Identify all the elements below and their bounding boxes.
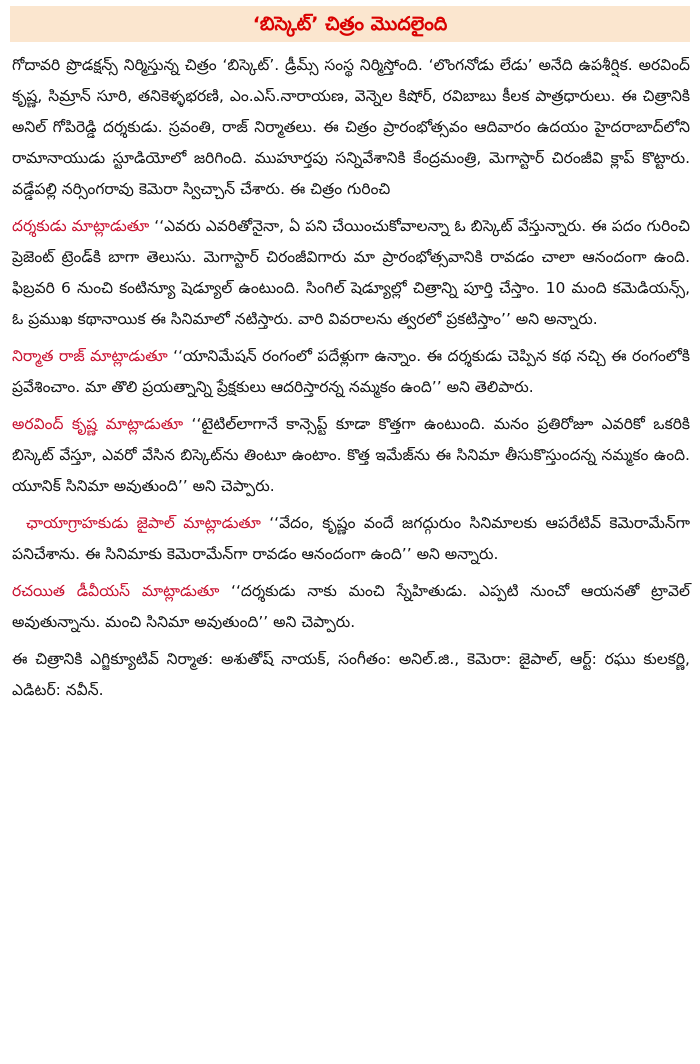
quote-paragraph-hero bbox=[10, 409, 690, 502]
speaker-label-director: దర్శకుడు మాట్లాడుతూ bbox=[12, 217, 150, 235]
intro-paragraph: గోదావరి ప్రొడక్షన్స్ నిర్మిస్తున్న చిత్రం ‘బిస్కెట్’. డ్రీమ్స్ సంస్థ నిర్మిస్తోంది. ‘లొంగనోడు లేడు’ అనేది ఉపశీర్షిక. అరవింద్ కృష్ణ, సిమ్రాన్ సూరి, తనికెళ్ళభరణి, ఎం.ఎస్.నారాయణ, వెన్నెల కిషోర్, రవిబాబు కీలక పాత్రధారులు. ఈ చిత్రానికి అనిల్ గోపిరెడ్డి దర్శకుడు. స్రవంతి, రాజ్ నిర్మాతలు. ఈ చిత్రం ప్రారంభోత్సవం ఆదివారం ఉదయం హైదరాబాద్‌లోని రామానాయుడు స్టూడియోలో జరిగింది. ముహూర్తపు సన్నివేశానికి కేంద్రమంత్రి, మెగాస్టార్ చిరంజీవి క్లాప్ కొట్టారు. వడ్డేపల్లి నర్సింగరావు కెమెరా స్విచ్చాన్ చేశారు. ఈ చిత్రం గురించి bbox=[12, 56, 690, 198]
quote-paragraph-director bbox=[10, 211, 690, 335]
quote-text-writer: ‘‘దర్శకుడు నాకు మంచి స్నేహితుడు. ఎప్పటి నుంచో ఆయనతో ట్రావెల్ అవుతున్నాను. మంచి సినిమా అవుతుంది’’ అని చెప్పారు. bbox=[12, 582, 691, 631]
speaker-label-producer: నిర్మాత రాజ్ మాట్లాడుతూ bbox=[12, 347, 168, 365]
quote-text-cinematographer: ‘‘వేదం, కృష్ణం వందే జగద్గురుం సినిమాలకు ఆపరేటివ్ కెమెరామేన్‌గా పనిచేశాను. ఈ సినిమాకు కెమెరామేన్‌గా రావడం ఆనందంగా ఉంది’’ అని అన్నారు. bbox=[12, 514, 690, 563]
quote-text-hero: ‘‘టైటిల్‌లాగానే కాన్సెప్ట్ కూడా కొత్తగా ఉంటుంది. మనం ప్రతిరోజూ ఎవరికో ఒకరికి బిస్కెట్ వేస్తూ, ఎవరో వేసిన బిస్కెట్‌ను తింటూ ఉంటాం. కొత్త ఇమేజ్‌ను ఈ సినిమా తీసుకొస్తుందన్న నమ్మకం ఉంది. యూనిక్ సినిమా అవుతుంది’’ అని చెప్పారు. bbox=[12, 415, 690, 495]
speaker-label-cinematographer: ఛాయాగ్రాహకుడు జైపాల్ మాట్లాడుతూ bbox=[26, 514, 261, 532]
credits-paragraph: ఈ చిత్రానికి ఎగ్జిక్యూటివ్ నిర్మాత: అశుతోష్ నాయక్, సంగీతం: అనిల్.జి., కెమెరా: జైపాల్, ఆర్ట్: రఘు కులకర్ణి, ఎడిటర్: నవీన్. bbox=[12, 650, 690, 699]
article-title-bar bbox=[10, 6, 690, 42]
speaker-label-hero: అరవింద్ కృష్ణ మాట్లాడుతూ bbox=[12, 415, 184, 433]
quote-text-producer: ‘‘యానిమేషన్ రంగంలో పదేళ్లుగా ఉన్నాం. ఈ దర్శకుడు చెప్పిన కథ నచ్చి ఈ రంగంలోకి ప్రవేశించాం. మా తొలి ప్రయత్నాన్ని ప్రేక్షకులు ఆదరిస్తారన్న నమ్మకం ఉంది’’ అని తెలిపారు. bbox=[12, 347, 691, 396]
quote-paragraph-writer bbox=[10, 576, 690, 638]
quote-text-director: ‘‘ఎవరు ఎవరితోనైనా, ఏ పని చేయించుకోవాలన్నా ఓ బిస్కెట్ వేస్తున్నారు. ఈ పదం గురించి ప్రెజెంట్ ట్రెండ్‌కి బాగా తెలుసు. మెగాస్టార్ చిరంజీవిగారు మా ప్రారంభోత్సవానికి రావడం చాలా ఆనందంగా ఉంది. ఫిబ్రవరి 6 నుంచి కంటిన్యూ షెడ్యూల్ ఉంటుంది. సింగిల్ షెడ్యూల్లో చిత్రాన్ని పూర్తి చేస్తాం. 10 మంది కమెడియన్స్, ఓ ప్రముఖ కథానాయిక ఈ సినిమాలో నటిస్తారు. వారి వివరాలను త్వరలో ప్రకటిస్తాం’’ అని అన్నారు. bbox=[12, 217, 690, 328]
quote-paragraph-cinematographer bbox=[10, 508, 690, 570]
speaker-label-writer: రచయిత డీవీయస్ మాట్లాడుతూ bbox=[12, 582, 220, 600]
article-title: ‘బిస్కెట్’ చిత్రం మొదలైంది bbox=[252, 13, 448, 35]
quote-paragraph-producer bbox=[10, 341, 690, 403]
